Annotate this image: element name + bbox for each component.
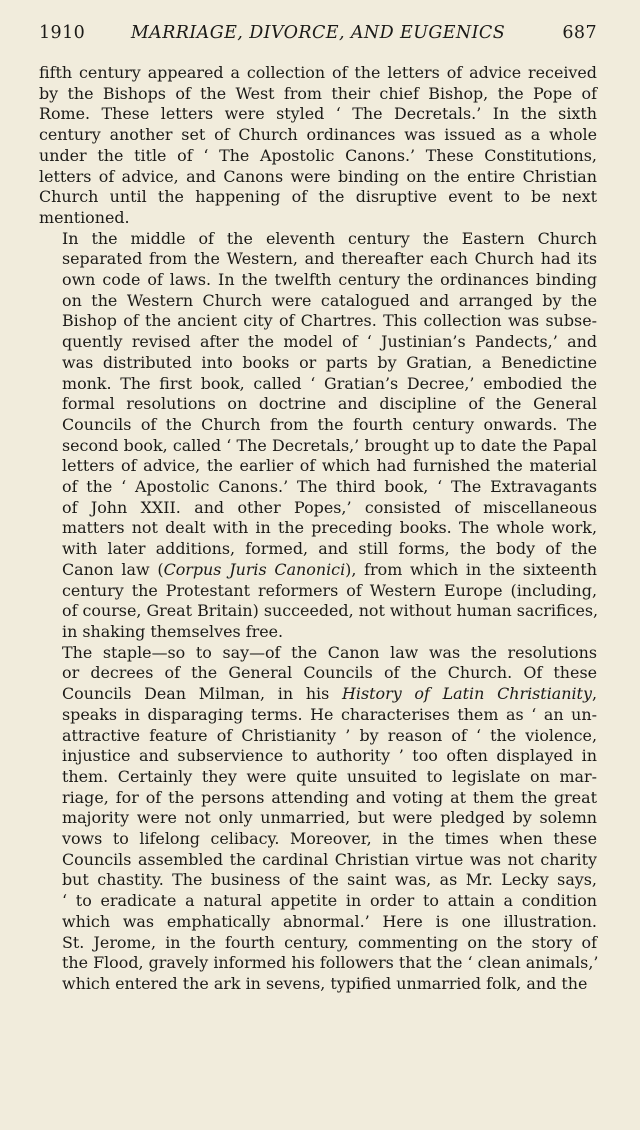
text-line: letters of advice, and Canons were binding on the entire Christian <box>39 166 597 186</box>
text-line: Councils Dean Milman, in his History of Latin Christianity, <box>62 684 597 704</box>
text-line: century the Protestant reformers of Western Europe (including, <box>62 580 597 600</box>
text-line: quently revised after the model of ‘ Justinian’s Pandects,’ and <box>62 332 597 352</box>
book-page <box>39 0 597 995</box>
text-line: of John XXII. and other Popes,’ consisted of miscellaneous <box>62 497 597 517</box>
paragraph <box>39 229 597 643</box>
paragraph <box>39 63 597 229</box>
text-line: letters of advice, the earlier of which had furnished the material <box>62 456 597 476</box>
text-line: fifth century appeared a collection of the letters of advice received <box>39 63 597 82</box>
text-line: Church until the happening of the disruptive event to be next <box>39 187 597 207</box>
body-text <box>39 63 597 995</box>
text-line: which was emphatically abnormal.’ Here is one illustration. <box>62 911 597 931</box>
text-line: Councils of the Church from the fourth century onwards. The <box>62 414 597 434</box>
header-year: 1910 <box>39 23 86 43</box>
text-line: majority were not only unmarried, but were pledged by solemn <box>62 808 597 828</box>
text-line: of course, Great Britain) succeeded, not without human sacrifices, <box>62 601 599 621</box>
text-line: was distributed into books or parts by Gratian, a Benedictine <box>62 352 597 372</box>
text-line: matters not dealt with in the preceding books. The whole work, <box>62 518 597 538</box>
text-line: formal resolutions on doctrine and discipline of the General <box>62 394 597 414</box>
text-line: with later additions, formed, and still forms, the body of the <box>62 539 597 559</box>
text-line: attractive feature of Christianity ’ by reason of ‘ the violence, <box>62 725 597 745</box>
text-line: which entered the ark in sevens, typified unmarried folk, and the <box>62 973 588 993</box>
text-line: riage, for of the persons attending and voting at them the great <box>62 787 597 807</box>
text-line: separated from the Western, and thereafter each Church had its <box>62 249 597 269</box>
running-header <box>39 0 597 48</box>
text-line: under the title of ‘ The Apostolic Canons.’ These Constitutions, <box>39 145 597 165</box>
text-line: speaks in disparaging terms. He characterises them as ‘ an un- <box>62 704 597 724</box>
text-line: mentioned. <box>39 207 130 227</box>
page-number: 687 <box>562 23 597 43</box>
text-line: In the middle of the eleventh century the Eastern Church <box>62 228 597 248</box>
text-line: on the Western Church were catalogued and arranged by the <box>62 290 597 310</box>
text-line: century another set of Church ordinances was issued as a whole <box>39 125 597 145</box>
text-line: monk. The first book, called ‘ Gratian’s Decree,’ embodied the <box>62 373 597 393</box>
text-line: Councils assembled the cardinal Christian virtue was not charity <box>62 849 597 869</box>
paragraph <box>39 643 597 995</box>
text-line: second book, called ‘ The Decretals,’ brought up to date the Papal <box>62 435 597 455</box>
text-line: of the ‘ Apostolic Canons.’ The third book, ‘ The Extravagants <box>62 477 597 497</box>
text-line: The staple—so to say—of the Canon law was the resolutions <box>62 642 597 662</box>
text-line: them. Certainly they were quite unsuited to legislate on mar- <box>62 766 597 786</box>
text-line: but chastity. The business of the saint was, as Mr. Lecky says, <box>62 870 597 890</box>
text-line: own code of laws. In the twelfth century the ordinances binding <box>62 270 597 290</box>
text-line: ‘ to eradicate a natural appetite in order to attain a condition <box>62 891 597 911</box>
text-line: St. Jerome, in the fourth century, commenting on the story of <box>62 932 597 952</box>
header-title: MARRIAGE, DIVORCE, AND EUGENICS <box>130 23 506 43</box>
text-line: vows to lifelong celibacy. Moreover, in the times when these <box>62 829 597 849</box>
text-line: the Flood, gravely informed his followers that the ‘ clean animals,’ <box>62 953 599 973</box>
text-line: or decrees of the General Councils of the Church. Of these <box>62 663 597 683</box>
text-line: Canon law (Corpus Juris Canonici), from which in the sixteenth <box>62 559 597 579</box>
text-line: injustice and subservience to authority ’ too often displayed in <box>62 746 597 766</box>
text-line: Rome. These letters were styled ‘ The Decretals.’ In the sixth <box>39 104 597 124</box>
text-line: Bishop of the ancient city of Chartres. This collection was subse- <box>62 311 597 331</box>
text-line: in shaking themselves free. <box>62 621 284 641</box>
text-line: by the Bishops of the West from their chief Bishop, the Pope of <box>39 83 597 103</box>
